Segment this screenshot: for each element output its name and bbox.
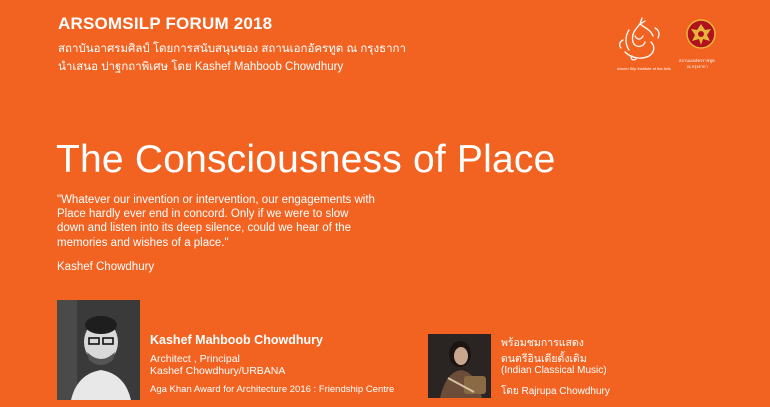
embassy-caption-2: ณ กรุงธากา — [687, 64, 708, 69]
speaker-photo — [57, 300, 140, 400]
speaker-firm: Kashef Chowdhury/URBANA — [150, 365, 286, 377]
page-title: The Consciousness of Place — [56, 138, 556, 181]
host-line: สถาบันอาศรมศิลป์ โดยการสนับสนุนของ สถานเอกอัครทูต ณ กรุงธากา — [58, 43, 406, 55]
quote-author: Kashef Chowdhury — [57, 261, 155, 273]
musician-photo — [428, 334, 491, 398]
speaker-name: Kashef Mahboob Chowdhury — [150, 333, 323, 347]
speaker-role: Architect , Principal — [150, 353, 240, 365]
speaker-award: Aga Khan Award for Architecture 2016 : Friendship Centre — [150, 384, 395, 395]
embassy-caption-1: สถานเอกอัครราชทูต — [679, 58, 715, 63]
forum-title: ARSOMSILP FORUM 2018 — [58, 14, 273, 33]
music-invite: พร้อมชมการแสดง — [501, 337, 584, 349]
musician-portrait — [428, 334, 491, 398]
speaker-portrait — [57, 300, 140, 400]
logos-group — [615, 16, 730, 72]
music-performer: โดย Rajrupa Chowdhury — [501, 386, 610, 397]
embassy-emblem — [679, 16, 723, 72]
arsomsilp-logo — [615, 16, 671, 72]
arsomsilp-logo-caption: Arsom Silp Institute of the Arts — [617, 66, 671, 71]
music-genre-english: (Indian Classical Music) — [501, 365, 607, 376]
embassy-emblem-icon — [679, 16, 723, 56]
music-genre-thai: ดนตรีอินเดียดั้งเดิม — [501, 353, 587, 365]
quote-text: "Whatever our invention or intervention, our engagements with Place hardly ever end in concord. Only if we were to slow down and listen into its deep silence, could we hear of the memories and wishes of a place." — [57, 194, 375, 249]
sun-flame-icon — [615, 16, 665, 72]
presenter-line: นำเสนอ ปาฐกถาพิเศษ โดย Kashef Mahboob Chowdhury — [58, 61, 344, 73]
